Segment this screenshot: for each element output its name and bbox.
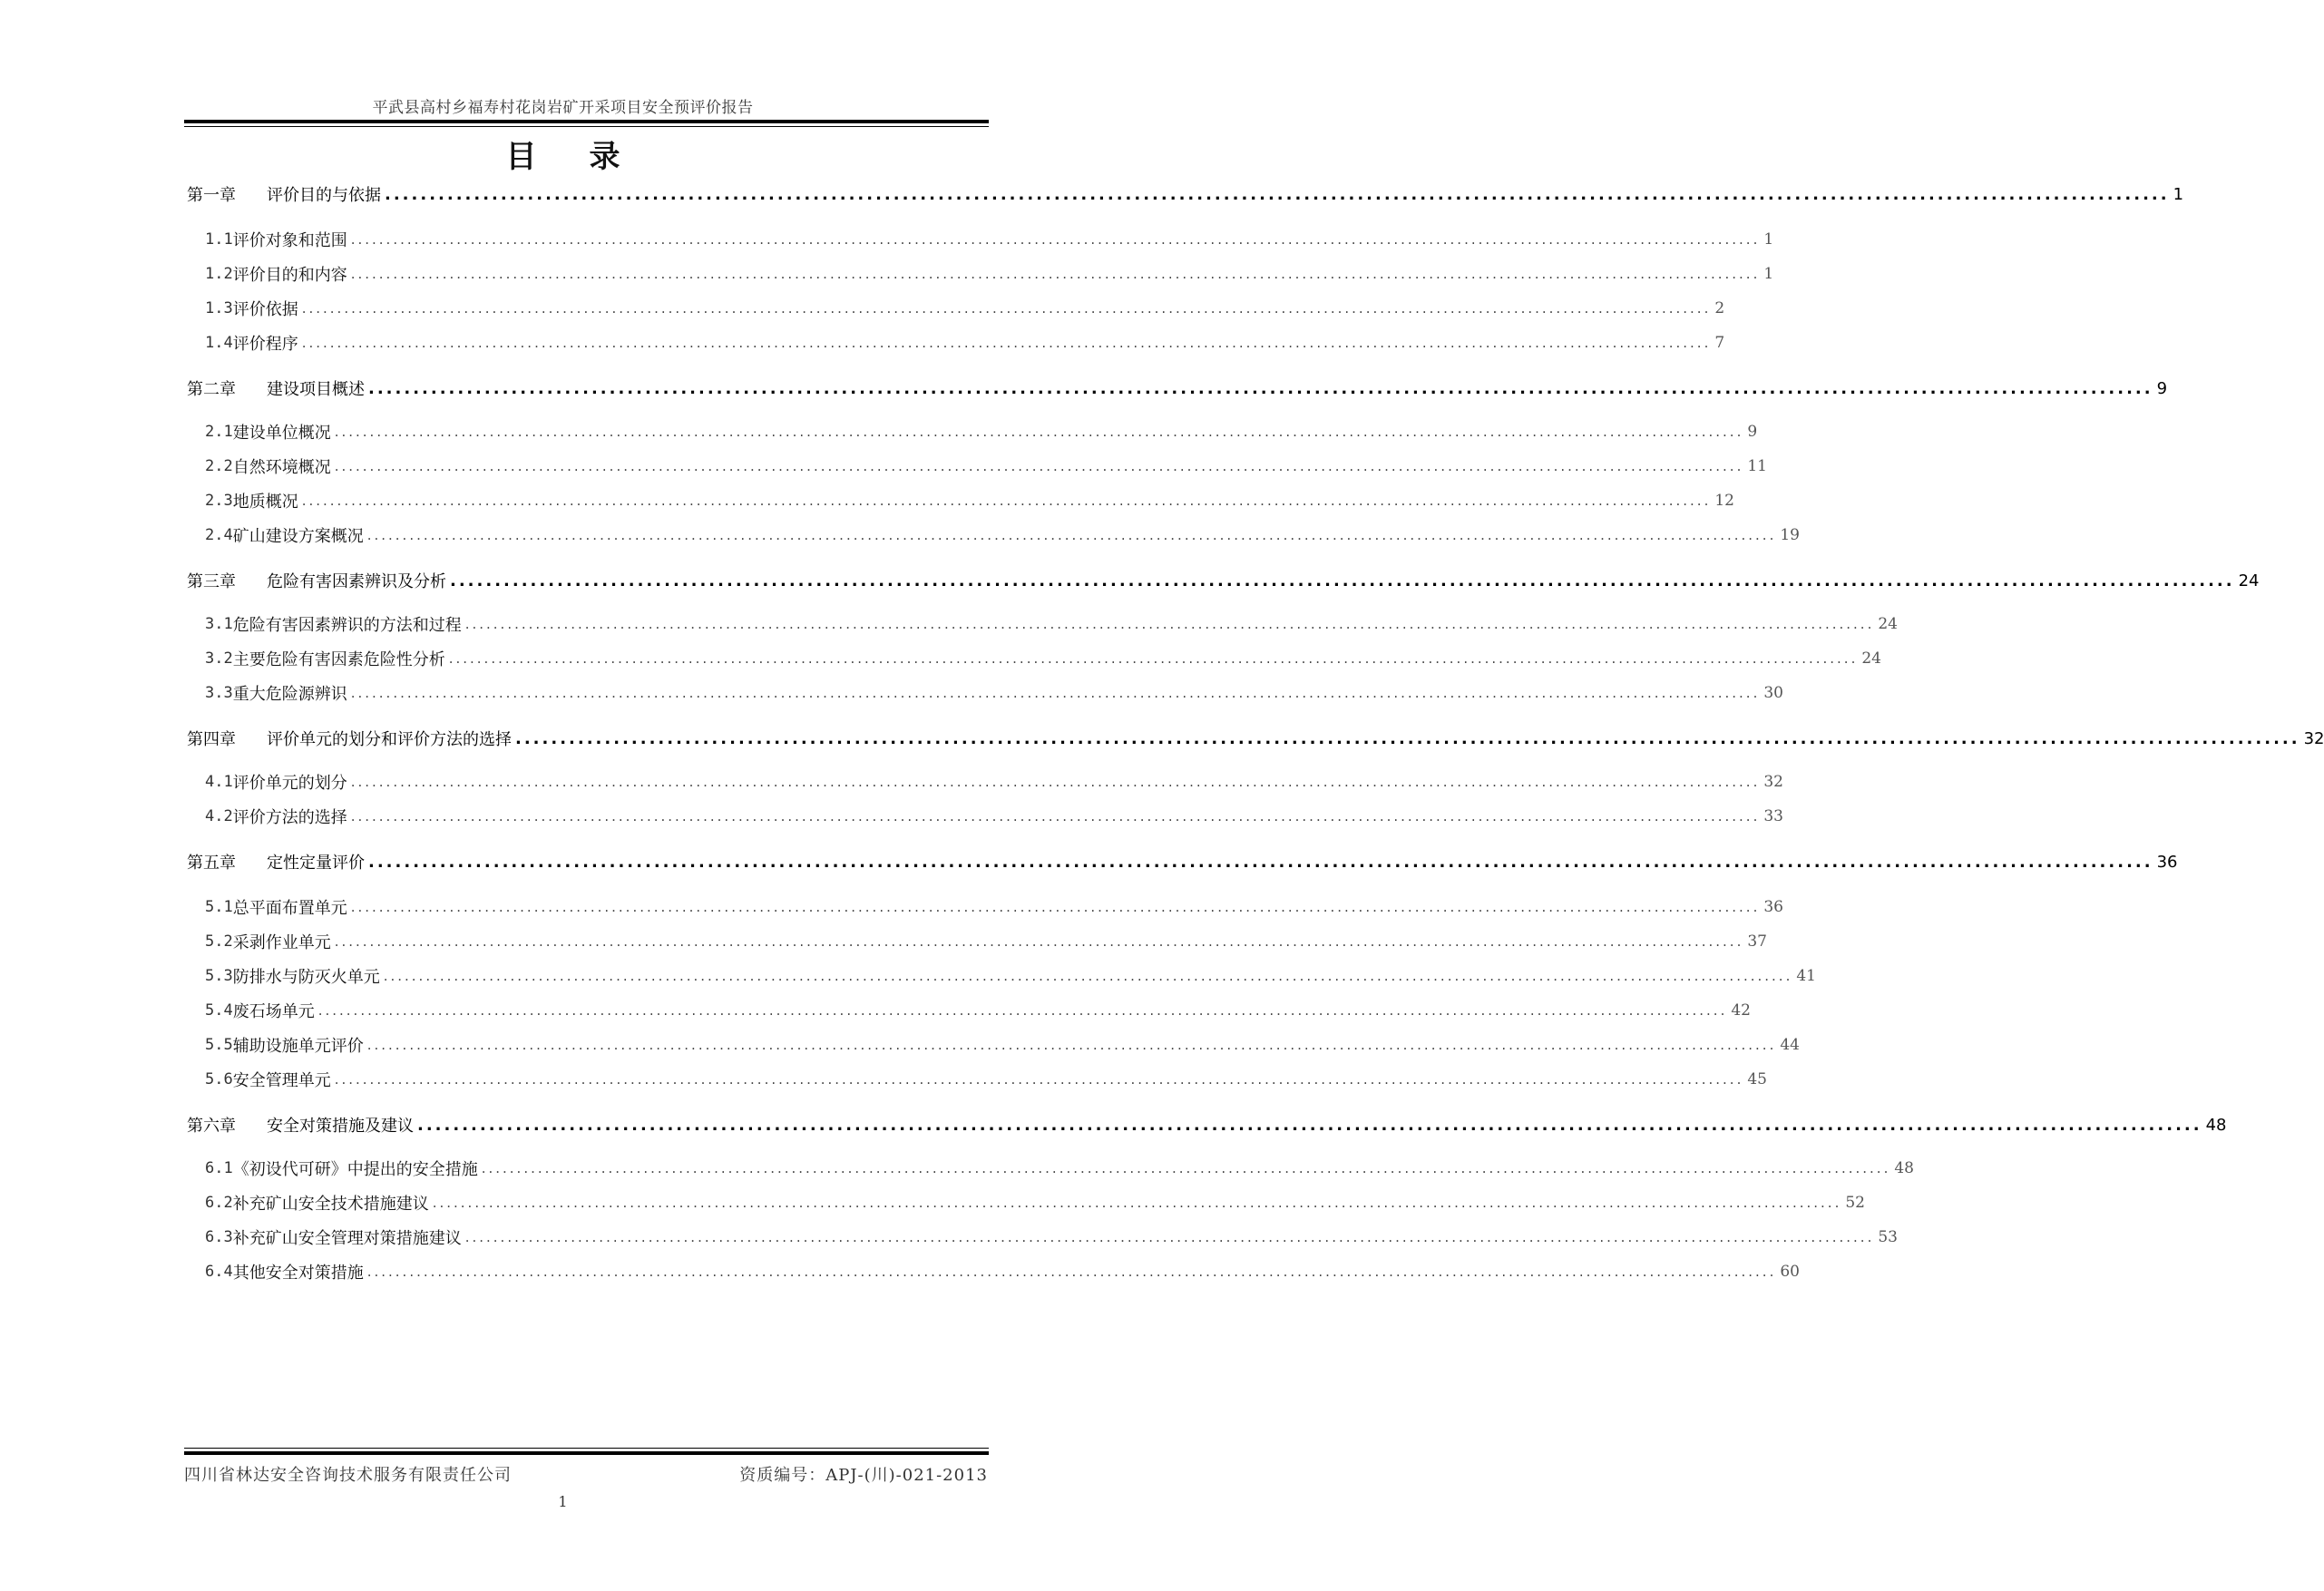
toc-entry-page: 41 [1796, 967, 1816, 985]
page-number: 1 [558, 1493, 568, 1510]
toc-entry-number: 5.5 [205, 1036, 233, 1054]
toc-entry-number: 2.1 [205, 423, 233, 441]
toc-entry-title: 评价目的与依据 [267, 186, 381, 205]
toc-heading [0, 132, 1126, 176]
footer-rule-thick [184, 1451, 989, 1455]
toc-entry-page: 44 [1780, 1036, 1800, 1054]
toc-dot-leader: ........................................................................................................................................................................................................ [301, 300, 1712, 317]
footer-rule-thin [184, 1448, 989, 1449]
toc-entry-number: 2.3 [205, 492, 233, 510]
toc-entry-number: 1.2 [205, 265, 233, 283]
toc-entry-title: 建设单位概况 [232, 424, 331, 443]
toc-section-entry[interactable] [205, 488, 1734, 513]
toc-entry-number: 1.1 [205, 230, 233, 249]
toc-entry-page: 1 [1763, 230, 1774, 249]
report-title: 平武县高村乡福寿村花岗岩矿开采项目安全预评价报告 [372, 99, 754, 117]
toc-entry-page: 53 [1878, 1228, 1898, 1246]
toc-dot-leader: ........................................................................................................................................................................................................ [464, 1229, 1875, 1245]
toc-entry-page: 32 [2303, 728, 2324, 748]
toc-entry-title: 建设项目概述 [267, 380, 365, 399]
toc-entry-number: 5.1 [205, 898, 233, 916]
toc-entry-title: 评价程序 [232, 335, 298, 354]
toc-entry-title: 辅助设施单元评价 [232, 1037, 364, 1056]
toc-entry-title: 评价方法的选择 [232, 808, 347, 827]
toc-section-entry[interactable] [205, 330, 1725, 356]
toc-entry-number: 第六章 [187, 1117, 236, 1136]
toc-entry-title: 评价目的和内容 [232, 266, 347, 285]
toc-section-entry[interactable] [205, 227, 1774, 252]
toc-entry-page: 1 [2173, 184, 2184, 204]
toc-section-entry[interactable] [205, 769, 1783, 795]
toc-entry-title: 防排水与防灭火单元 [232, 968, 380, 987]
toc-entry-page: 1 [1763, 265, 1774, 283]
toc-section-entry[interactable] [205, 894, 1783, 920]
toc-entry-page: 19 [1780, 526, 1800, 544]
toc-entry-number: 2.2 [205, 457, 233, 475]
toc-entry-page: 24 [2238, 571, 2260, 591]
toc-entry-title: 补充矿山安全管理对策措施建议 [232, 1229, 462, 1248]
toc-chapter-entry[interactable] [187, 376, 2168, 401]
toc-entry-title: 地质概况 [232, 493, 298, 512]
toc-section-entry[interactable] [205, 1190, 1865, 1215]
toc-entry-page: 12 [1714, 492, 1734, 510]
toc-dot-leader: ........................................................................................................................................................................................................ [366, 1264, 1777, 1280]
toc-entry-title: 补充矿山安全技术措施建议 [232, 1195, 429, 1214]
toc-section-entry[interactable] [205, 998, 1751, 1023]
toc-dot-leader: ........................................................................................................................................................................................................ [366, 1037, 1777, 1053]
toc-entry-number: 6.4 [205, 1263, 233, 1281]
header-rule-thick [184, 120, 989, 123]
toc-entry-number: 4.1 [205, 773, 233, 791]
toc-entry-page: 32 [1763, 773, 1783, 791]
toc-entry-page: 9 [2156, 378, 2168, 398]
toc-dot-leader: ........................................................................................................................................................................................................ [350, 899, 1761, 915]
toc-entry-number: 第三章 [187, 572, 236, 591]
toc-entry-page: 30 [1763, 684, 1783, 702]
toc-entry-number: 6.1 [205, 1159, 233, 1177]
toc-section-entry[interactable] [205, 296, 1725, 321]
toc-entry-page: 42 [1731, 1001, 1751, 1020]
toc-entry-number: 5.4 [205, 1001, 233, 1020]
toc-entry-number: 6.2 [205, 1194, 233, 1212]
toc-entry-title: 评价对象和范围 [232, 231, 347, 250]
toc-entry-page: 2 [1714, 299, 1725, 317]
toc-entry-number: 1.4 [205, 334, 233, 352]
toc-entry-title: 《初设代可研》中提出的安全措施 [232, 1160, 478, 1179]
toc-entry-page: 48 [1894, 1159, 1914, 1177]
toc-entry-number: 第一章 [187, 186, 236, 205]
toc-dot-leader: ........................................................................................................................................................................................................ [383, 968, 1793, 984]
toc-entry-title: 重大危险源辨识 [232, 685, 347, 704]
toc-entry-title: 自然环境概况 [232, 458, 331, 477]
toc-heading-left: 目 [505, 139, 537, 175]
toc-dot-leader: ........................................................................................................................................................................................................ [350, 266, 1761, 282]
toc-section-entry[interactable] [205, 419, 1758, 444]
toc-dot-leader: ........................................................................................................................................................................................................ [334, 933, 1744, 950]
toc-entry-page: 60 [1780, 1263, 1800, 1281]
footer-company: 四川省林达安全咨询技术服务有限责任公司 [184, 1466, 512, 1485]
toc-entry-page: 36 [1763, 898, 1783, 916]
toc-dot-leader: ........................................................................................................................................................................................................ [366, 527, 1777, 543]
toc-section-entry[interactable] [205, 611, 1898, 637]
toc-entry-title: 其他安全对策措施 [232, 1264, 364, 1283]
toc-entry-page: 33 [1763, 807, 1783, 825]
toc-entry-page: 7 [1714, 334, 1725, 352]
toc-entry-number: 1.3 [205, 299, 233, 317]
toc-entry-number: 第四章 [187, 730, 236, 749]
toc-entry-page: 24 [1878, 615, 1898, 633]
toc-dot-leader: ........................................................................................................................................................................................................ [515, 728, 2300, 748]
toc-section-entry[interactable] [205, 454, 1767, 479]
toc-entry-number: 3.3 [205, 684, 233, 702]
toc-entry-title: 总平面布置单元 [232, 899, 347, 918]
toc-entry-number: 5.6 [205, 1070, 233, 1088]
toc-chapter-entry[interactable] [187, 568, 2260, 593]
toc-section-entry[interactable] [205, 1032, 1800, 1058]
toc-entry-title: 矿山建设方案概况 [232, 527, 364, 546]
toc-dot-leader: ........................................................................................................................................................................................................ [350, 808, 1761, 825]
toc-entry-title: 废石场单元 [232, 1002, 315, 1021]
toc-section-entry[interactable] [205, 261, 1774, 287]
toc-dot-leader: ........................................................................................................................................................................................................ [481, 1160, 1891, 1176]
toc-dot-leader: ........................................................................................................................................................................................................ [450, 571, 2235, 591]
toc-section-entry[interactable] [205, 1067, 1767, 1092]
toc-dot-leader: ........................................................................................................................................................................................................ [368, 852, 2153, 872]
toc-dot-leader: ........................................................................................................................................................................................................ [464, 616, 1875, 632]
toc-section-entry[interactable] [205, 646, 1881, 671]
toc-entry-number: 3.2 [205, 649, 233, 668]
toc-entry-number: 4.2 [205, 807, 233, 825]
toc-dot-leader: ........................................................................................................................................................................................................ [350, 774, 1761, 790]
toc-section-entry[interactable] [205, 1156, 1914, 1181]
toc-dot-leader: ........................................................................................................................................................................................................ [350, 231, 1761, 248]
toc-entry-page: 48 [2205, 1115, 2227, 1135]
toc-entry-title: 危险有害因素辨识及分析 [267, 572, 446, 591]
toc-entry-title: 评价依据 [232, 300, 298, 319]
header-rule-thin [184, 126, 989, 127]
toc-section-entry[interactable] [205, 1259, 1800, 1284]
toc-entry-title: 安全对策措施及建议 [267, 1117, 414, 1136]
toc-entry-number: 3.1 [205, 615, 233, 633]
toc-chapter-entry[interactable] [187, 1112, 2227, 1137]
toc-dot-leader: ........................................................................................................................................................................................................ [301, 493, 1712, 509]
toc-dot-leader: ........................................................................................................................................................................................................ [334, 1071, 1744, 1088]
toc-entry-title: 评价单元的划分 [232, 774, 347, 793]
toc-entry-title: 采剥作业单元 [232, 933, 331, 952]
toc-dot-leader: ........................................................................................................................................................................................................ [448, 650, 1859, 667]
footer-qualification: 资质编号：APJ-(川)-021-2013 [739, 1466, 988, 1485]
toc-dot-leader: ........................................................................................................................................................................................................ [301, 335, 1712, 351]
toc-entry-number: 5.3 [205, 967, 233, 985]
toc-section-entry[interactable] [205, 929, 1767, 954]
toc-section-entry[interactable] [205, 522, 1800, 548]
toc-dot-leader: ........................................................................................................................................................................................................ [334, 424, 1744, 440]
toc-entry-number: 5.2 [205, 932, 233, 951]
toc-entry-title: 危险有害因素辨识的方法和过程 [232, 616, 462, 635]
toc-entry-page: 52 [1845, 1194, 1865, 1212]
toc-entry-page: 37 [1747, 932, 1767, 951]
toc-heading-right: 录 [589, 139, 620, 175]
toc-entry-title: 主要危险有害因素危险性分析 [232, 650, 445, 669]
toc-dot-leader: ........................................................................................................................................................................................................ [334, 458, 1744, 474]
toc-entry-number: 6.3 [205, 1228, 233, 1246]
toc-dot-leader: ........................................................................................................................................................................................................ [432, 1195, 1842, 1211]
toc-entry-title: 评价单元的划分和评价方法的选择 [267, 730, 512, 749]
toc-entry-title: 安全管理单元 [232, 1071, 331, 1090]
toc-section-entry[interactable] [205, 804, 1783, 829]
toc-entry-page: 45 [1747, 1070, 1767, 1088]
toc-section-entry[interactable] [205, 680, 1783, 706]
toc-entry-number: 第五章 [187, 854, 236, 873]
toc-entry-page: 9 [1747, 423, 1758, 441]
toc-entry-title: 定性定量评价 [267, 854, 365, 873]
toc-chapter-entry[interactable] [187, 181, 2184, 207]
toc-dot-leader: ........................................................................................................................................................................................................ [368, 378, 2153, 398]
toc-chapter-entry[interactable] [187, 849, 2178, 874]
toc-dot-leader: ........................................................................................................................................................................................................ [350, 685, 1761, 701]
toc-section-entry[interactable] [205, 963, 1816, 989]
toc-entry-number: 第二章 [187, 380, 236, 399]
toc-section-entry[interactable] [205, 1225, 1898, 1250]
toc-entry-page: 36 [2156, 852, 2178, 872]
toc-dot-leader: ........................................................................................................................................................................................................ [385, 184, 2170, 204]
toc-entry-page: 11 [1747, 457, 1767, 475]
toc-dot-leader: ........................................................................................................................................................................................................ [417, 1115, 2202, 1135]
toc-dot-leader: ........................................................................................................................................................................................................ [317, 1002, 1728, 1019]
toc-chapter-entry[interactable] [187, 726, 2324, 751]
toc-entry-page: 24 [1861, 649, 1881, 668]
toc-entry-number: 2.4 [205, 526, 233, 544]
